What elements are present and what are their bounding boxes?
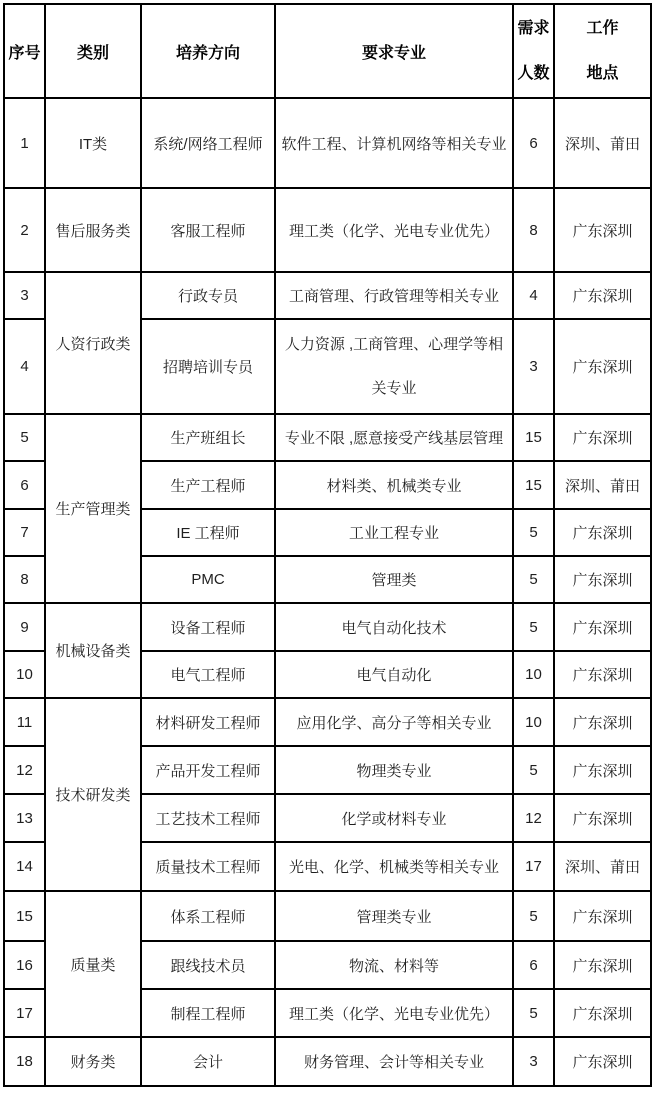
direction-cell: 会计 — [141, 1037, 275, 1086]
header-demand-count — [513, 4, 554, 98]
location-cell: 广东深圳 — [554, 319, 651, 414]
location-cell: 广东深圳 — [554, 698, 651, 746]
serial-cell: 15 — [4, 891, 45, 941]
serial-cell: 11 — [4, 698, 45, 746]
direction-cell: 电气工程师 — [141, 651, 275, 698]
direction-cell: 体系工程师 — [141, 891, 275, 941]
major-cell: 专业不限 ,愿意接受产线基层管理 — [275, 414, 513, 461]
location-cell: 深圳、莆田 — [554, 461, 651, 509]
serial-cell: 12 — [4, 746, 45, 794]
serial-cell: 3 — [4, 272, 45, 319]
serial-cell: 2 — [4, 188, 45, 272]
count-cell: 15 — [513, 461, 554, 509]
count-cell: 4 — [513, 272, 554, 319]
major-cell: 财务管理、会计等相关专业 — [275, 1037, 513, 1086]
direction-cell: 工艺技术工程师 — [141, 794, 275, 842]
major-cell: 物流、材料等 — [275, 941, 513, 989]
serial-cell: 9 — [4, 603, 45, 651]
major-cell: 工业工程专业 — [275, 509, 513, 556]
direction-cell: 系统/网络工程师 — [141, 98, 275, 188]
direction-cell: 产品开发工程师 — [141, 746, 275, 794]
major-cell: 光电、化学、机械类等相关专业 — [275, 842, 513, 891]
category-cell: 售后服务类 — [45, 188, 141, 272]
header-location-line2: 地点 — [586, 65, 619, 82]
category-cell: 机械设备类 — [45, 603, 141, 698]
header-row — [4, 4, 651, 98]
count-cell: 17 — [513, 842, 554, 891]
location-cell: 深圳、莆田 — [554, 98, 651, 188]
direction-cell: 生产班组长 — [141, 414, 275, 461]
major-cell: 管理类专业 — [275, 891, 513, 941]
major-cell: 工商管理、行政管理等相关专业 — [275, 272, 513, 319]
location-cell: 广东深圳 — [554, 941, 651, 989]
count-cell: 12 — [513, 794, 554, 842]
major-cell: 电气自动化技术 — [275, 603, 513, 651]
major-cell: 应用化学、高分子等相关专业 — [275, 698, 513, 746]
table-row — [4, 698, 651, 746]
location-cell: 广东深圳 — [554, 794, 651, 842]
location-cell: 广东深圳 — [554, 891, 651, 941]
serial-cell: 14 — [4, 842, 45, 891]
count-cell: 8 — [513, 188, 554, 272]
major-cell: 管理类 — [275, 556, 513, 603]
header-demand-line2: 人数 — [517, 65, 550, 82]
header-direction: 培养方向 — [141, 4, 275, 98]
table-row — [4, 603, 651, 651]
location-cell: 广东深圳 — [554, 651, 651, 698]
location-cell: 广东深圳 — [554, 1037, 651, 1086]
direction-cell: 跟线技术员 — [141, 941, 275, 989]
location-cell: 广东深圳 — [554, 556, 651, 603]
direction-cell: 制程工程师 — [141, 989, 275, 1037]
header-work-location — [554, 4, 651, 98]
count-cell: 5 — [513, 603, 554, 651]
direction-cell: 行政专员 — [141, 272, 275, 319]
count-cell: 5 — [513, 989, 554, 1037]
serial-cell: 17 — [4, 989, 45, 1037]
direction-cell: IE 工程师 — [141, 509, 275, 556]
serial-cell: 18 — [4, 1037, 45, 1086]
serial-cell: 8 — [4, 556, 45, 603]
table-row — [4, 891, 651, 941]
serial-cell: 6 — [4, 461, 45, 509]
serial-cell: 7 — [4, 509, 45, 556]
direction-cell: 生产工程师 — [141, 461, 275, 509]
location-cell: 广东深圳 — [554, 272, 651, 319]
serial-cell: 4 — [4, 319, 45, 414]
header-demand-line1: 需求 — [517, 20, 550, 37]
major-cell: 电气自动化 — [275, 651, 513, 698]
major-cell: 材料类、机械类专业 — [275, 461, 513, 509]
major-cell: 人力资源 ,工商管理、心理学等相关专业 — [275, 319, 513, 414]
count-cell: 6 — [513, 98, 554, 188]
major-cell: 理工类（化学、光电专业优先） — [275, 188, 513, 272]
direction-cell: PMC — [141, 556, 275, 603]
count-cell: 3 — [513, 1037, 554, 1086]
location-cell: 深圳、莆田 — [554, 842, 651, 891]
location-cell: 广东深圳 — [554, 746, 651, 794]
serial-cell: 13 — [4, 794, 45, 842]
header-location-line1: 工作 — [586, 20, 619, 37]
location-cell: 广东深圳 — [554, 509, 651, 556]
count-cell: 10 — [513, 651, 554, 698]
location-cell: 广东深圳 — [554, 188, 651, 272]
count-cell: 5 — [513, 891, 554, 941]
table-row — [4, 414, 651, 461]
count-cell: 15 — [513, 414, 554, 461]
table-row — [4, 188, 651, 272]
count-cell: 5 — [513, 556, 554, 603]
recruitment-table — [3, 3, 652, 1087]
direction-cell: 设备工程师 — [141, 603, 275, 651]
serial-cell: 16 — [4, 941, 45, 989]
header-category: 类别 — [45, 4, 141, 98]
header-serial-number: 序号 — [4, 4, 45, 98]
location-cell: 广东深圳 — [554, 989, 651, 1037]
count-cell: 10 — [513, 698, 554, 746]
category-cell: 生产管理类 — [45, 414, 141, 603]
major-cell: 化学或材料专业 — [275, 794, 513, 842]
location-cell: 广东深圳 — [554, 603, 651, 651]
category-cell: 质量类 — [45, 891, 141, 1037]
category-cell: 人资行政类 — [45, 272, 141, 414]
count-cell: 5 — [513, 746, 554, 794]
serial-cell: 1 — [4, 98, 45, 188]
category-cell: IT类 — [45, 98, 141, 188]
major-cell: 物理类专业 — [275, 746, 513, 794]
table-row — [4, 1037, 651, 1086]
category-cell: 财务类 — [45, 1037, 141, 1086]
table-row — [4, 272, 651, 319]
serial-cell: 10 — [4, 651, 45, 698]
direction-cell: 客服工程师 — [141, 188, 275, 272]
serial-cell: 5 — [4, 414, 45, 461]
category-cell: 技术研发类 — [45, 698, 141, 891]
direction-cell: 质量技术工程师 — [141, 842, 275, 891]
direction-cell: 材料研发工程师 — [141, 698, 275, 746]
major-cell: 软件工程、计算机网络等相关专业 — [275, 98, 513, 188]
count-cell: 5 — [513, 509, 554, 556]
table-row — [4, 98, 651, 188]
major-cell: 理工类（化学、光电专业优先） — [275, 989, 513, 1037]
header-required-major: 要求专业 — [275, 4, 513, 98]
direction-cell: 招聘培训专员 — [141, 319, 275, 414]
count-cell: 6 — [513, 941, 554, 989]
count-cell: 3 — [513, 319, 554, 414]
location-cell: 广东深圳 — [554, 414, 651, 461]
